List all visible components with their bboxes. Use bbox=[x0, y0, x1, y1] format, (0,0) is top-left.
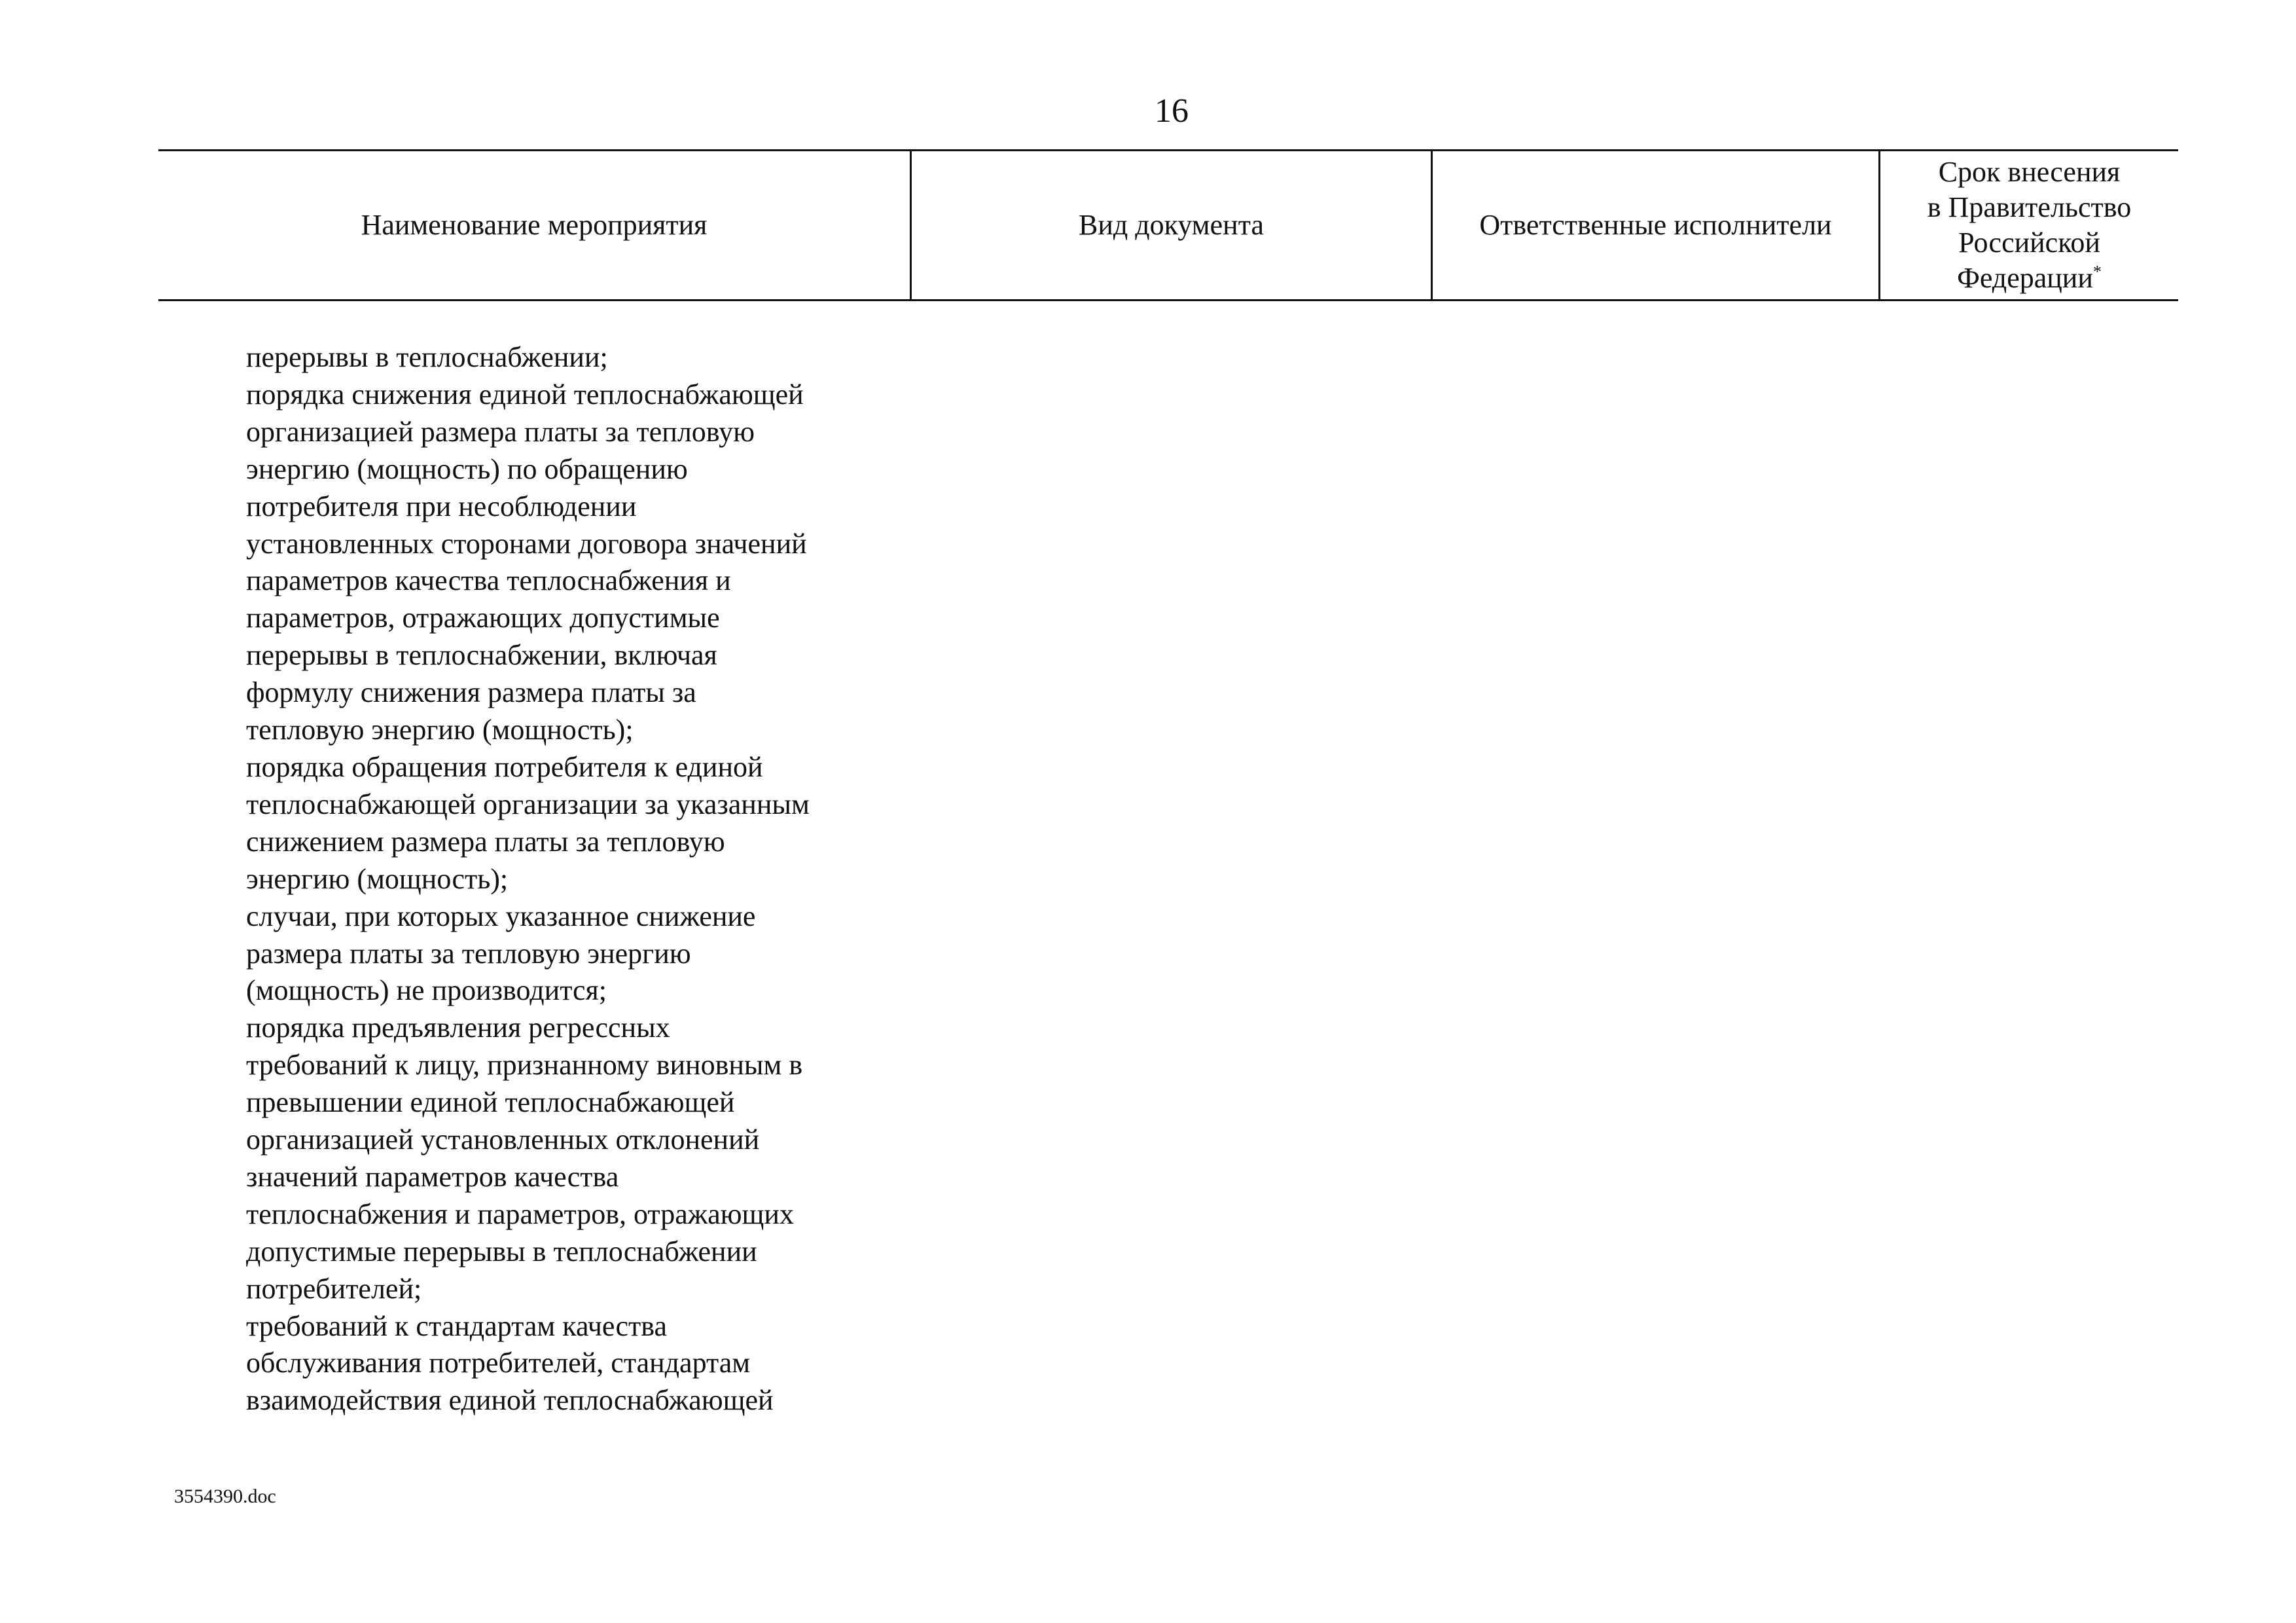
description-line: перерывы в теплоснабжении; bbox=[246, 341, 608, 373]
header-deadline bbox=[1878, 151, 2178, 299]
header-deadline-line: в Правительство bbox=[1927, 191, 2132, 223]
description-line: снижением размера платы за тепловую bbox=[246, 825, 725, 858]
header-event-name: Наименование мероприятия bbox=[361, 209, 708, 241]
footnote-mark: * bbox=[2092, 262, 2102, 282]
description-line: обслуживания потребителей, стандартам bbox=[246, 1347, 751, 1379]
header-responsible: Ответственные исполнители bbox=[1431, 151, 1878, 299]
description-line: установленных сторонами договора значений bbox=[246, 527, 807, 560]
description-line: организацией размера платы за тепловую bbox=[246, 415, 755, 448]
header-deadline-text bbox=[1928, 155, 2131, 296]
document-reference: 3554390.doc bbox=[174, 1486, 276, 1507]
description-line: требований к стандартам качества bbox=[246, 1309, 667, 1342]
description-line: требований к лицу, признанному виновным в bbox=[246, 1049, 803, 1082]
description-line: организацией установленных отклонений bbox=[246, 1123, 760, 1156]
description-line: случаи, при которых указанное снижение bbox=[246, 900, 756, 932]
description-line: превышении единой теплоснабжающей bbox=[246, 1086, 735, 1119]
description-line: допустимые перерывы в теплоснабжении bbox=[246, 1235, 757, 1267]
description-line: параметров, отражающих допустимые bbox=[246, 602, 720, 634]
description-line: потребителя при несоблюдении bbox=[246, 490, 637, 522]
description-line: энергию (мощность); bbox=[246, 862, 509, 895]
header-deadline-line: Федерации bbox=[1957, 262, 2093, 294]
description-line: порядка снижения единой теплоснабжающей bbox=[246, 378, 804, 410]
description-line: порядка предъявления регрессных bbox=[246, 1012, 670, 1044]
description-line: значений параметров качества bbox=[246, 1160, 619, 1193]
event-description bbox=[246, 339, 914, 1419]
header-deadline-line-last bbox=[1928, 261, 2131, 296]
description-line: порядка обращения потребителя к единой bbox=[246, 750, 763, 783]
header-deadline-line: Срок внесения bbox=[1938, 156, 2121, 188]
page-number: 16 bbox=[1155, 92, 1189, 130]
description-line: размера платы за тепловую энергию bbox=[246, 937, 691, 970]
description-line: тепловую энергию (мощность); bbox=[246, 714, 634, 746]
description-line: формулу снижения размера платы за bbox=[246, 676, 696, 709]
table-header bbox=[158, 149, 2178, 301]
description-line: взаимодействия единой теплоснабжающей bbox=[246, 1384, 774, 1417]
description-line: перерывы в теплоснабжении, включая bbox=[246, 639, 717, 672]
description-line: теплоснабжающей организации за указанным bbox=[246, 788, 810, 820]
header-document-type: Вид документа bbox=[910, 151, 1431, 299]
description-line: энергию (мощность) по обращению bbox=[246, 452, 688, 485]
description-line: (мощность) не производится; bbox=[246, 974, 607, 1007]
description-line: потребителей; bbox=[246, 1272, 422, 1305]
header-deadline-line: Российской bbox=[1958, 227, 2100, 259]
description-line: теплоснабжения и параметров, отражающих bbox=[246, 1197, 794, 1230]
description-line: параметров качества теплоснабжения и bbox=[246, 564, 731, 597]
